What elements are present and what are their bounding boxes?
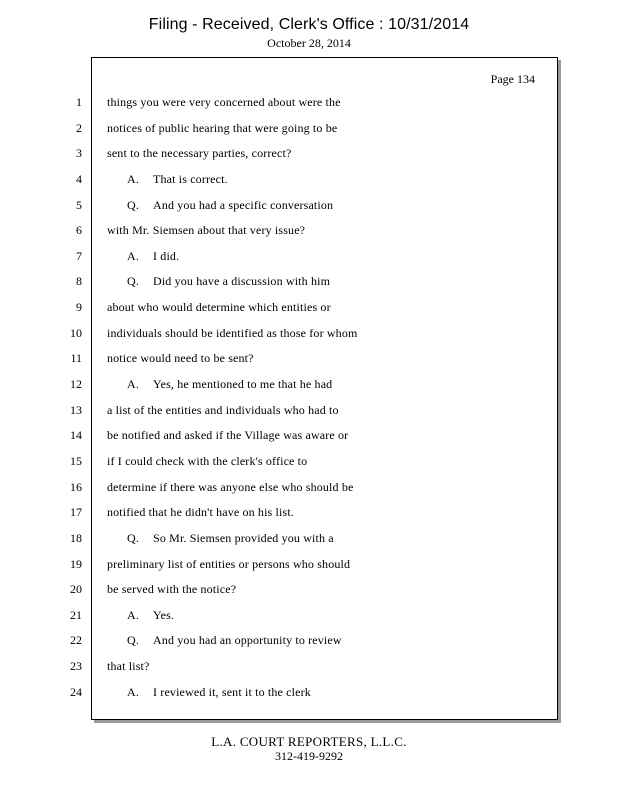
transcript-line — [107, 372, 547, 398]
line-text: notices of public hearing that were going to be — [107, 120, 338, 135]
line-text: And you had a specific conversation — [153, 197, 334, 212]
line-text: about who would determine which entities or — [107, 300, 331, 315]
transcript-line — [107, 500, 547, 526]
transcript-line — [107, 90, 547, 116]
transcript-line — [107, 141, 547, 167]
transcript-line — [107, 423, 547, 449]
court-reporter-firm: L.A. COURT REPORTERS, L.L.C. — [211, 734, 407, 749]
line-number: 18 — [70, 530, 82, 545]
transcript-line — [107, 269, 547, 295]
transcript-line — [107, 346, 547, 372]
transcript-line — [107, 193, 547, 219]
line-number: 13 — [70, 402, 82, 417]
speaker-label: Q. — [127, 274, 139, 289]
transcript-line — [107, 218, 547, 244]
line-number: 16 — [70, 479, 82, 494]
line-number: 5 — [76, 197, 82, 212]
line-text: preliminary list of entities or persons who should — [107, 556, 351, 571]
line-number: 6 — [76, 223, 82, 238]
transcript-line — [107, 680, 547, 706]
speaker-label: A. — [127, 607, 139, 622]
line-number-column — [58, 90, 82, 705]
line-number: 15 — [70, 453, 82, 468]
line-text: That is correct. — [153, 171, 228, 186]
speaker-label: A. — [127, 684, 139, 699]
line-text: individuals should be identified as those for whom — [107, 325, 358, 340]
line-number: 7 — [76, 248, 82, 263]
line-text: I did. — [153, 248, 180, 263]
speaker-label: Q. — [127, 197, 139, 212]
transcript-line — [107, 116, 547, 142]
speaker-label: Q. — [127, 633, 139, 648]
line-text: I reviewed it, sent it to the clerk — [153, 684, 311, 699]
line-text: be notified and asked if the Village was aware or — [107, 428, 349, 443]
line-text: things you were very concerned about were the — [107, 95, 341, 109]
line-number: 20 — [70, 582, 82, 597]
transcript-line — [107, 654, 547, 680]
transcript-line — [107, 449, 547, 475]
transcript-line — [107, 321, 547, 347]
line-number: 9 — [76, 300, 82, 315]
line-text: be served with the notice? — [107, 582, 237, 597]
line-number: 4 — [76, 171, 82, 186]
line-text: with Mr. Siemsen about that very issue? — [107, 223, 306, 238]
line-text: sent to the necessary parties, correct? — [107, 146, 292, 161]
speaker-label: A. — [127, 248, 139, 263]
line-number: 22 — [70, 633, 82, 648]
line-text: if I could check with the clerk's office to — [107, 453, 308, 468]
line-text: Yes, he mentioned to me that he had — [153, 377, 333, 392]
transcript-line — [107, 475, 547, 501]
line-number: 21 — [70, 607, 82, 622]
transcript-line — [107, 552, 547, 578]
line-text: notified that he didn't have on his list. — [107, 505, 294, 520]
line-text: that list? — [107, 659, 150, 674]
line-number: 23 — [70, 659, 82, 674]
line-number: 1 — [76, 95, 82, 109]
line-text: notice would need to be sent? — [107, 351, 254, 366]
line-number: 10 — [70, 325, 82, 340]
line-text: determine if there was anyone else who should be — [107, 479, 354, 494]
page-number: Page 134 — [490, 72, 535, 86]
line-number: 24 — [70, 684, 82, 699]
line-number: 3 — [76, 146, 82, 161]
transcript-line — [107, 244, 547, 270]
line-number: 19 — [70, 556, 82, 571]
filing-stamp: Filing - Received, Clerk's Office : 10/31/2014 — [148, 16, 470, 33]
line-number: 14 — [70, 428, 82, 443]
court-reporter-phone: 312-419-9292 — [275, 749, 343, 763]
speaker-label: Q. — [127, 530, 139, 545]
line-number: 11 — [70, 351, 82, 366]
line-text: Yes. — [153, 607, 175, 622]
line-text: And you had an opportunity to review — [153, 633, 342, 648]
transcript-body — [107, 90, 547, 705]
line-number: 8 — [76, 274, 82, 289]
transcript-line — [107, 167, 547, 193]
transcript-line — [107, 577, 547, 603]
transcript-line — [107, 526, 547, 552]
speaker-label: A. — [127, 171, 139, 186]
line-number: 2 — [76, 120, 82, 135]
line-number: 17 — [70, 505, 82, 520]
line-text: So Mr. Siemsen provided you with a — [153, 530, 334, 545]
line-text: Did you have a discussion with him — [153, 274, 331, 289]
line-text: a list of the entities and individuals who had to — [107, 402, 339, 417]
transcript-line — [107, 398, 547, 424]
line-number: 12 — [70, 377, 82, 392]
transcript-line — [107, 628, 547, 654]
transcript-line — [107, 295, 547, 321]
hearing-date: October 28, 2014 — [267, 36, 351, 50]
speaker-label: A. — [127, 377, 139, 392]
transcript-line — [107, 603, 547, 629]
